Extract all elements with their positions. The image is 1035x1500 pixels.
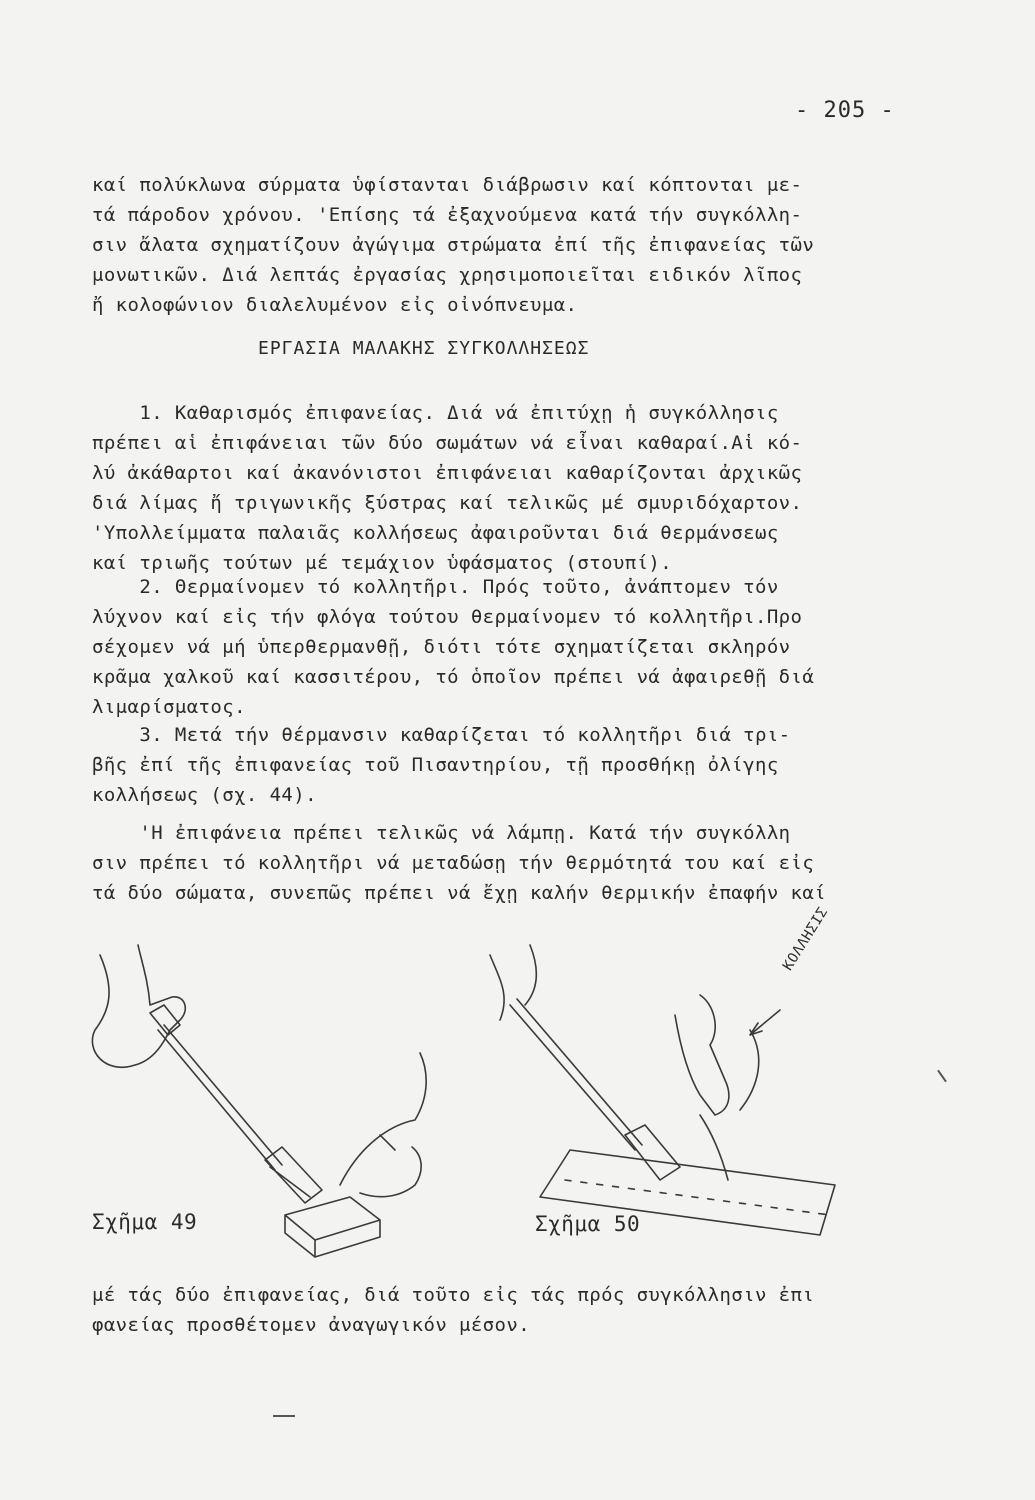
iron-handle-left xyxy=(150,1005,180,1035)
figure-50-caption: Σχῆμα 50 xyxy=(535,1212,641,1236)
text-line: λύχνον καί εἰς τήν φλόγα τούτου θερμαίνομεν τό κολλητῆρι.Προ xyxy=(92,606,803,628)
step-2-paragraph xyxy=(92,572,882,722)
section-heading: ΕΡΓΑΣΙΑ ΜΑΛΑΚΗΣ ΣΥΓΚΟΛΛΗΣΕΩΣ xyxy=(258,338,590,359)
text-line: μέ τάς δύο ἐπιφανείας, διά τοῦτο εἰς τάς πρός συγκόλλησιν ἐπι xyxy=(92,1284,815,1306)
iron-rod-left xyxy=(158,1030,275,1170)
right-hand-left-figure xyxy=(340,1053,426,1197)
text-line: μονωτικῶν. Διά λεπτάς ἐργασίας χρησιμοποιεῖται ειδικόν λῖπος xyxy=(92,264,803,286)
text-line: καί πολύκλωνα σύρματα ὑφίστανται διάβρωσιν καί κόπτονται με- xyxy=(92,174,803,196)
margin-mark xyxy=(937,1070,947,1083)
right-hand-fig50 xyxy=(675,995,729,1115)
text-line: φανείας προσθέτομεν ἀναγωγικόν μέσον. xyxy=(92,1314,531,1336)
text-line: κρᾶμα χαλκοῦ καί κασσιτέρου, τό ὁποῖον πρέπει νά ἀφαιρεθῇ διά xyxy=(92,666,815,688)
solder-label: ΚΟΛΛΗΣΙΣ xyxy=(780,904,832,974)
text-line: 'Υπολλείμματα παλαιᾶς κολλήσεως ἀφαιροῦνται διά θερμάνσεως xyxy=(92,522,779,544)
text-line: 3. Μετά τήν θέρμανσιν καθαρίζεται τό κολλητῆρι διά τρι- xyxy=(92,724,791,746)
text-line: σέχομεν νά μή ὑπερθερμανθῇ, διότι τότε σχηματίζεται σκληρόν xyxy=(92,636,791,658)
intro-paragraph xyxy=(92,170,882,320)
text-line: τά δύο σώματα, συνεπῶς πρέπει νά ἔχῃ καλήν θερμικήν ἐπαφήν καί xyxy=(92,882,827,904)
iron-tip-right xyxy=(625,1125,680,1180)
text-line: ἤ κολοφώνιον διαλελυμένον εἰς οἰνόπνευμα. xyxy=(92,294,578,316)
step-1-paragraph xyxy=(92,398,882,578)
text-line: λιμαρίσματος. xyxy=(92,696,246,718)
figure-49-caption: Σχῆμα 49 xyxy=(92,1210,198,1234)
text-line: σιν πρέπει τό κολλητῆρι νά μεταδώσῃ τήν θερμότητά του καί εἰς xyxy=(92,852,815,874)
step-3-paragraph xyxy=(92,720,882,810)
text-line: 2. Θερμαίνομεν τό κολλητῆρι. Πρός τοῦτο, ἀνάπτομεν τόν xyxy=(92,576,779,598)
text-line: 'Η ἐπιφάνεια πρέπει τελικῶς νά λάμπῃ. Κατά τήν συγκόλλη xyxy=(92,822,791,844)
solder-arrow xyxy=(750,1010,780,1035)
text-line: πρέπει αἱ ἐπιφάνειαι τῶν δύο σωμάτων νά εἶναι καθαραί.Αἱ κό- xyxy=(92,432,803,454)
solder-wire xyxy=(700,1030,759,1180)
text-line: σιν ἄλατα σχηματίζουν ἀγώγιμα στρώματα ἐπί τῆς ἐπιφανείας τῶν xyxy=(92,234,815,256)
text-line: διά λίμας ἤ τριγωνικῆς ξύστρας καί τελικῶς μέ σμυριδόχαρτον. xyxy=(92,492,803,514)
text-line: καί τριωῆς τούτων μέ τεμάχιον ὑφάσματος (στουπί). xyxy=(92,552,673,574)
closing-paragraph xyxy=(92,1280,882,1340)
text-line: 1. Καθαρισμός ἐπιφανείας. Διά νά ἐπιτύχῃ ἡ συγκόλλησις xyxy=(92,402,779,424)
text-line: κολλήσεως (σχ. 44). xyxy=(92,784,317,806)
rosin-block xyxy=(285,1197,380,1257)
text-line: τά πάροδον χρόνου. 'Επίσης τά ἐξαχνούμενα κατά τήν συγκόλλη- xyxy=(92,204,803,226)
text-line: βῆς ἐπί τῆς ἐπιφανείας τοῦ Πισαντηρίου, τῇ προσθήκῃ ὀλίγης xyxy=(92,754,779,776)
step-4-paragraph xyxy=(92,818,882,908)
margin-mark xyxy=(273,1415,295,1417)
text-line: λύ ἀκάθαρτοι καί ἀκανόνιστοι ἐπιφάνειαι καθαρίζονται ἀρχικῶς xyxy=(92,462,803,484)
seam-line xyxy=(565,1180,830,1215)
iron-rod-right xyxy=(510,1005,635,1150)
page-number: - 205 - xyxy=(795,98,895,123)
left-hand-outline xyxy=(92,945,185,1067)
